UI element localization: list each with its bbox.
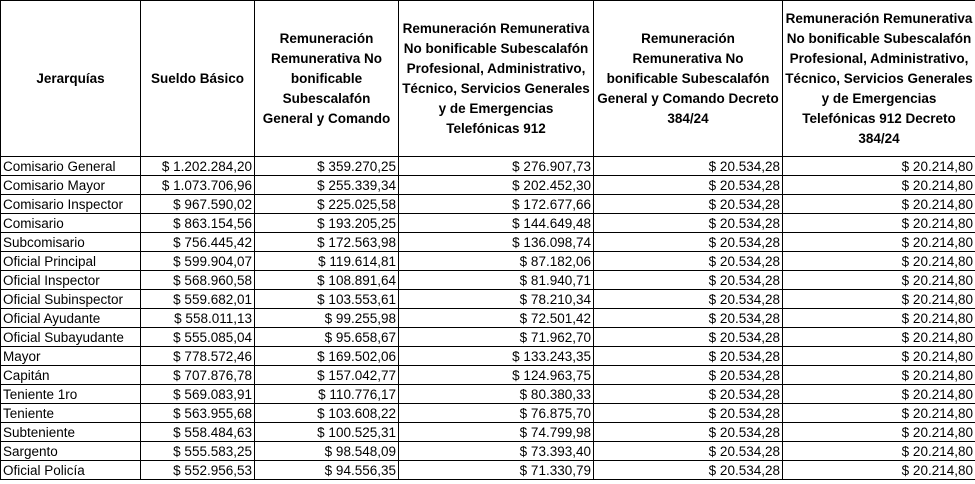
sueldo-basico-cell: $ 563.955,68 <box>141 404 255 423</box>
table-row <box>1 176 975 195</box>
sueldo-basico-cell: $ 599.904,07 <box>141 252 255 271</box>
general-comando-decreto-cell: $ 20.534,28 <box>594 195 783 214</box>
profesional-cell: $ 81.940,71 <box>399 271 594 290</box>
general-comando-decreto-cell: $ 20.534,28 <box>594 423 783 442</box>
profesional-cell: $ 71.962,70 <box>399 328 594 347</box>
profesional-cell: $ 133.243,35 <box>399 347 594 366</box>
header-remuneracion-general-comando: Remuneración Remunerativa No bonificable Subescalafón General y Comando <box>255 1 399 157</box>
sueldo-basico-cell: $ 558.484,63 <box>141 423 255 442</box>
profesional-cell: $ 136.098,74 <box>399 233 594 252</box>
rank-cell: Subcomisario <box>1 233 141 252</box>
profesional-decreto-cell: $ 20.214,80 <box>783 176 975 195</box>
general-comando-decreto-cell: $ 20.534,28 <box>594 252 783 271</box>
profesional-decreto-cell: $ 20.214,80 <box>783 442 975 461</box>
profesional-decreto-cell: $ 20.214,80 <box>783 366 975 385</box>
profesional-decreto-cell: $ 20.214,80 <box>783 423 975 442</box>
rank-cell: Oficial Subayudante <box>1 328 141 347</box>
general-comando-decreto-cell: $ 20.534,28 <box>594 366 783 385</box>
sueldo-basico-cell: $ 569.083,91 <box>141 385 255 404</box>
general-comando-decreto-cell: $ 20.534,28 <box>594 290 783 309</box>
profesional-cell: $ 144.649,48 <box>399 214 594 233</box>
profesional-decreto-cell: $ 20.214,80 <box>783 309 975 328</box>
rank-cell: Capitán <box>1 366 141 385</box>
rank-cell: Comisario General <box>1 157 141 176</box>
sueldo-basico-cell: $ 555.583,25 <box>141 442 255 461</box>
table-row <box>1 442 975 461</box>
rank-cell: Sargento <box>1 442 141 461</box>
table-body <box>1 157 975 480</box>
sueldo-basico-cell: $ 756.445,42 <box>141 233 255 252</box>
general-comando-cell: $ 103.553,61 <box>255 290 399 309</box>
sueldo-basico-cell: $ 778.572,46 <box>141 347 255 366</box>
sueldo-basico-cell: $ 967.590,02 <box>141 195 255 214</box>
profesional-decreto-cell: $ 20.214,80 <box>783 214 975 233</box>
header-remuneracion-profesional-decreto: Remuneración Remunerativa No bonificable Subescalafón Profesional, Administrativo, Técnico, Servicios Generales y de Emergencias Telefónicas 912 Decreto 384/24 <box>783 1 975 157</box>
general-comando-cell: $ 94.556,35 <box>255 461 399 480</box>
profesional-decreto-cell: $ 20.214,80 <box>783 404 975 423</box>
general-comando-cell: $ 157.042,77 <box>255 366 399 385</box>
profesional-decreto-cell: $ 20.214,80 <box>783 271 975 290</box>
general-comando-cell: $ 225.025,58 <box>255 195 399 214</box>
rank-cell: Oficial Ayudante <box>1 309 141 328</box>
table-row <box>1 233 975 252</box>
table-row <box>1 423 975 442</box>
profesional-cell: $ 172.677,66 <box>399 195 594 214</box>
profesional-cell: $ 71.330,79 <box>399 461 594 480</box>
sueldo-basico-cell: $ 558.011,13 <box>141 309 255 328</box>
profesional-decreto-cell: $ 20.214,80 <box>783 328 975 347</box>
table-row <box>1 461 975 480</box>
general-comando-decreto-cell: $ 20.534,28 <box>594 347 783 366</box>
header-remuneracion-profesional: Remuneración Remunerativa No bonificable Subescalafón Profesional, Administrativo, Técnico, Servicios Generales y de Emergencias Telefónicas 912 <box>399 1 594 157</box>
general-comando-cell: $ 95.658,67 <box>255 328 399 347</box>
sueldo-basico-cell: $ 707.876,78 <box>141 366 255 385</box>
rank-cell: Oficial Principal <box>1 252 141 271</box>
profesional-cell: $ 87.182,06 <box>399 252 594 271</box>
profesional-decreto-cell: $ 20.214,80 <box>783 290 975 309</box>
profesional-cell: $ 78.210,34 <box>399 290 594 309</box>
table-row <box>1 290 975 309</box>
table-row <box>1 404 975 423</box>
general-comando-cell: $ 108.891,64 <box>255 271 399 290</box>
profesional-cell: $ 80.380,33 <box>399 385 594 404</box>
profesional-decreto-cell: $ 20.214,80 <box>783 385 975 404</box>
table-row <box>1 328 975 347</box>
profesional-decreto-cell: $ 20.214,80 <box>783 347 975 366</box>
sueldo-basico-cell: $ 863.154,56 <box>141 214 255 233</box>
sueldo-basico-cell: $ 555.085,04 <box>141 328 255 347</box>
general-comando-cell: $ 98.548,09 <box>255 442 399 461</box>
rank-cell: Comisario Inspector <box>1 195 141 214</box>
profesional-cell: $ 72.501,42 <box>399 309 594 328</box>
sueldo-basico-cell: $ 568.960,58 <box>141 271 255 290</box>
sueldo-basico-cell: $ 1.202.284,20 <box>141 157 255 176</box>
profesional-cell: $ 73.393,40 <box>399 442 594 461</box>
table-row <box>1 271 975 290</box>
rank-cell: Teniente <box>1 404 141 423</box>
profesional-decreto-cell: $ 20.214,80 <box>783 157 975 176</box>
table-row <box>1 214 975 233</box>
general-comando-cell: $ 193.205,25 <box>255 214 399 233</box>
rank-cell: Oficial Policía <box>1 461 141 480</box>
table-row <box>1 385 975 404</box>
general-comando-decreto-cell: $ 20.534,28 <box>594 442 783 461</box>
profesional-decreto-cell: $ 20.214,80 <box>783 461 975 480</box>
rank-cell: Oficial Subinspector <box>1 290 141 309</box>
profesional-cell: $ 76.875,70 <box>399 404 594 423</box>
table-row <box>1 366 975 385</box>
general-comando-decreto-cell: $ 20.534,28 <box>594 214 783 233</box>
sueldo-basico-cell: $ 559.682,01 <box>141 290 255 309</box>
table-row <box>1 157 975 176</box>
header-sueldo-basico: Sueldo Básico <box>141 1 255 157</box>
general-comando-cell: $ 103.608,22 <box>255 404 399 423</box>
general-comando-decreto-cell: $ 20.534,28 <box>594 385 783 404</box>
general-comando-cell: $ 99.255,98 <box>255 309 399 328</box>
profesional-cell: $ 124.963,75 <box>399 366 594 385</box>
header-jerarquias: Jerarquías <box>1 1 141 157</box>
table-row <box>1 252 975 271</box>
general-comando-cell: $ 359.270,25 <box>255 157 399 176</box>
general-comando-cell: $ 119.614,81 <box>255 252 399 271</box>
general-comando-cell: $ 100.525,31 <box>255 423 399 442</box>
profesional-decreto-cell: $ 20.214,80 <box>783 252 975 271</box>
rank-cell: Comisario Mayor <box>1 176 141 195</box>
profesional-decreto-cell: $ 20.214,80 <box>783 195 975 214</box>
general-comando-cell: $ 172.563,98 <box>255 233 399 252</box>
profesional-decreto-cell: $ 20.214,80 <box>783 233 975 252</box>
table-row <box>1 195 975 214</box>
rank-cell: Teniente 1ro <box>1 385 141 404</box>
rank-cell: Subteniente <box>1 423 141 442</box>
profesional-cell: $ 202.452,30 <box>399 176 594 195</box>
sueldo-basico-cell: $ 1.073.706,96 <box>141 176 255 195</box>
general-comando-cell: $ 255.339,34 <box>255 176 399 195</box>
rank-cell: Oficial Inspector <box>1 271 141 290</box>
general-comando-decreto-cell: $ 20.534,28 <box>594 271 783 290</box>
profesional-cell: $ 276.907,73 <box>399 157 594 176</box>
general-comando-decreto-cell: $ 20.534,28 <box>594 328 783 347</box>
header-remuneracion-general-comando-decreto: Remuneración Remunerativa No bonificable Subescalafón General y Comando Decreto 384/24 <box>594 1 783 157</box>
sueldo-basico-cell: $ 552.956,53 <box>141 461 255 480</box>
general-comando-cell: $ 169.502,06 <box>255 347 399 366</box>
header-row <box>1 1 975 157</box>
rank-cell: Comisario <box>1 214 141 233</box>
table-row <box>1 309 975 328</box>
profesional-cell: $ 74.799,98 <box>399 423 594 442</box>
rank-cell: Mayor <box>1 347 141 366</box>
general-comando-decreto-cell: $ 20.534,28 <box>594 176 783 195</box>
general-comando-decreto-cell: $ 20.534,28 <box>594 309 783 328</box>
general-comando-cell: $ 110.776,17 <box>255 385 399 404</box>
general-comando-decreto-cell: $ 20.534,28 <box>594 157 783 176</box>
general-comando-decreto-cell: $ 20.534,28 <box>594 461 783 480</box>
table-row <box>1 347 975 366</box>
general-comando-decreto-cell: $ 20.534,28 <box>594 233 783 252</box>
general-comando-decreto-cell: $ 20.534,28 <box>594 404 783 423</box>
